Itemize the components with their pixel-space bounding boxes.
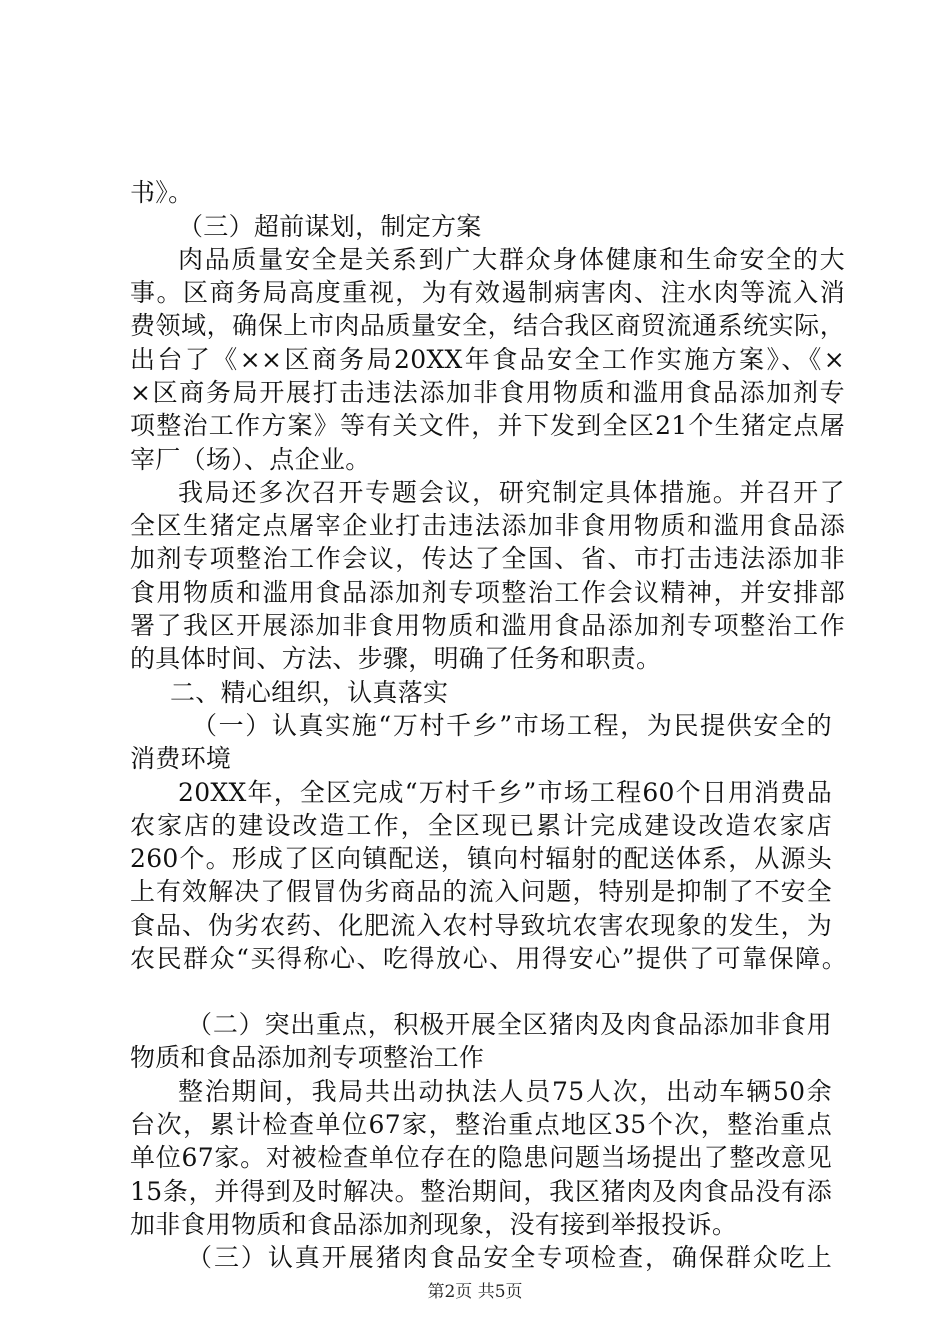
text-line: 费领域，确保上市肉品质量安全，结合我区商贸流通系统实际， — [130, 311, 845, 340]
text-line: 出台了《××区商务局20XX年食品安全工作实施方案》、《× — [130, 345, 845, 374]
text-line: 全区生猪定点屠宰企业打击违法添加非食用物质和滥用食品添 — [130, 511, 845, 540]
text-line: 肉品质量安全是关系到广大群众身体健康和生命安全的大 — [178, 245, 845, 274]
page-footer: 第2页 共5页 — [427, 1282, 523, 1302]
text-line: 整治期间，我局共出动执法人员75人次，出动车辆50余 — [178, 1077, 832, 1106]
text-line: 书》。 — [130, 178, 194, 207]
text-line: 事。区商务局高度重视，为有效遏制病害肉、注水肉等流入消 — [130, 278, 845, 307]
text-line: 项整治工作方案》等有关文件，并下发到全区21个生猪定点屠 — [130, 411, 845, 440]
text-line: 台次，累计检查单位67家，整治重点地区35个次，整治重点 — [130, 1110, 832, 1139]
text-line: 农民群众“买得称心、吃得放心、用得安心”提供了可靠保障。 — [130, 944, 847, 973]
text-line: 食用物质和滥用食品添加剂专项整治工作会议精神，并安排部 — [130, 578, 845, 607]
text-line: 加剂专项整治工作会议，传达了全国、省、市打击违法添加非 — [130, 544, 845, 573]
text-line: 农家店的建设改造工作，全区现已累计完成建设改造农家店 — [130, 811, 832, 840]
section-heading: （三）超前谋划，制定方案 — [178, 212, 482, 241]
text-line: 的具体时间、方法、步骤，明确了任务和职责。 — [130, 644, 662, 673]
text-line: 15条，并得到及时解决。整治期间，我区猪肉及肉食品没有添 — [130, 1177, 832, 1206]
subsection-heading: 消费环境 — [130, 744, 232, 773]
text-line: 上有效解决了假冒伪劣商品的流入问题，特别是抑制了不安全 — [130, 877, 832, 906]
text-line: 署了我区开展添加非食用物质和滥用食品添加剂专项整治工作 — [130, 611, 845, 640]
text-line: 20XX年，全区完成“万村千乡”市场工程60个日用消费品 — [178, 778, 832, 807]
text-line: 我局还多次召开专题会议，研究制定具体措施。并召开了 — [178, 478, 845, 507]
subsection-heading: （二）突出重点，积极开展全区猪肉及肉食品添加非食用 — [187, 1010, 832, 1039]
text-line: ×区商务局开展打击违法添加非食用物质和滥用食品添加剂专 — [130, 378, 845, 407]
text-line: 宰厂（场）、点企业。 — [130, 445, 371, 474]
text-line: 单位67家。对被检查单位存在的隐患问题当场提出了整改意见 — [130, 1143, 832, 1172]
text-line: 食品、伪劣农药、化肥流入农村导致坑农害农现象的发生，为 — [130, 911, 832, 940]
subsection-heading: （一）认真实施“万村千乡”市场工程，为民提供安全的 — [192, 711, 832, 740]
section-heading: 二、精心组织，认真落实 — [170, 678, 449, 707]
subsection-heading: 物质和食品添加剂专项整治工作 — [130, 1043, 485, 1072]
subsection-heading: （三）认真开展猪肉食品安全专项检查，确保群众吃上 — [187, 1243, 832, 1272]
text-line: 加非食用物质和食品添加剂现象，没有接到举报投诉。 — [130, 1210, 738, 1239]
text-line: 260个。形成了区向镇配送，镇向村辐射的配送体系，从源头 — [130, 844, 832, 873]
